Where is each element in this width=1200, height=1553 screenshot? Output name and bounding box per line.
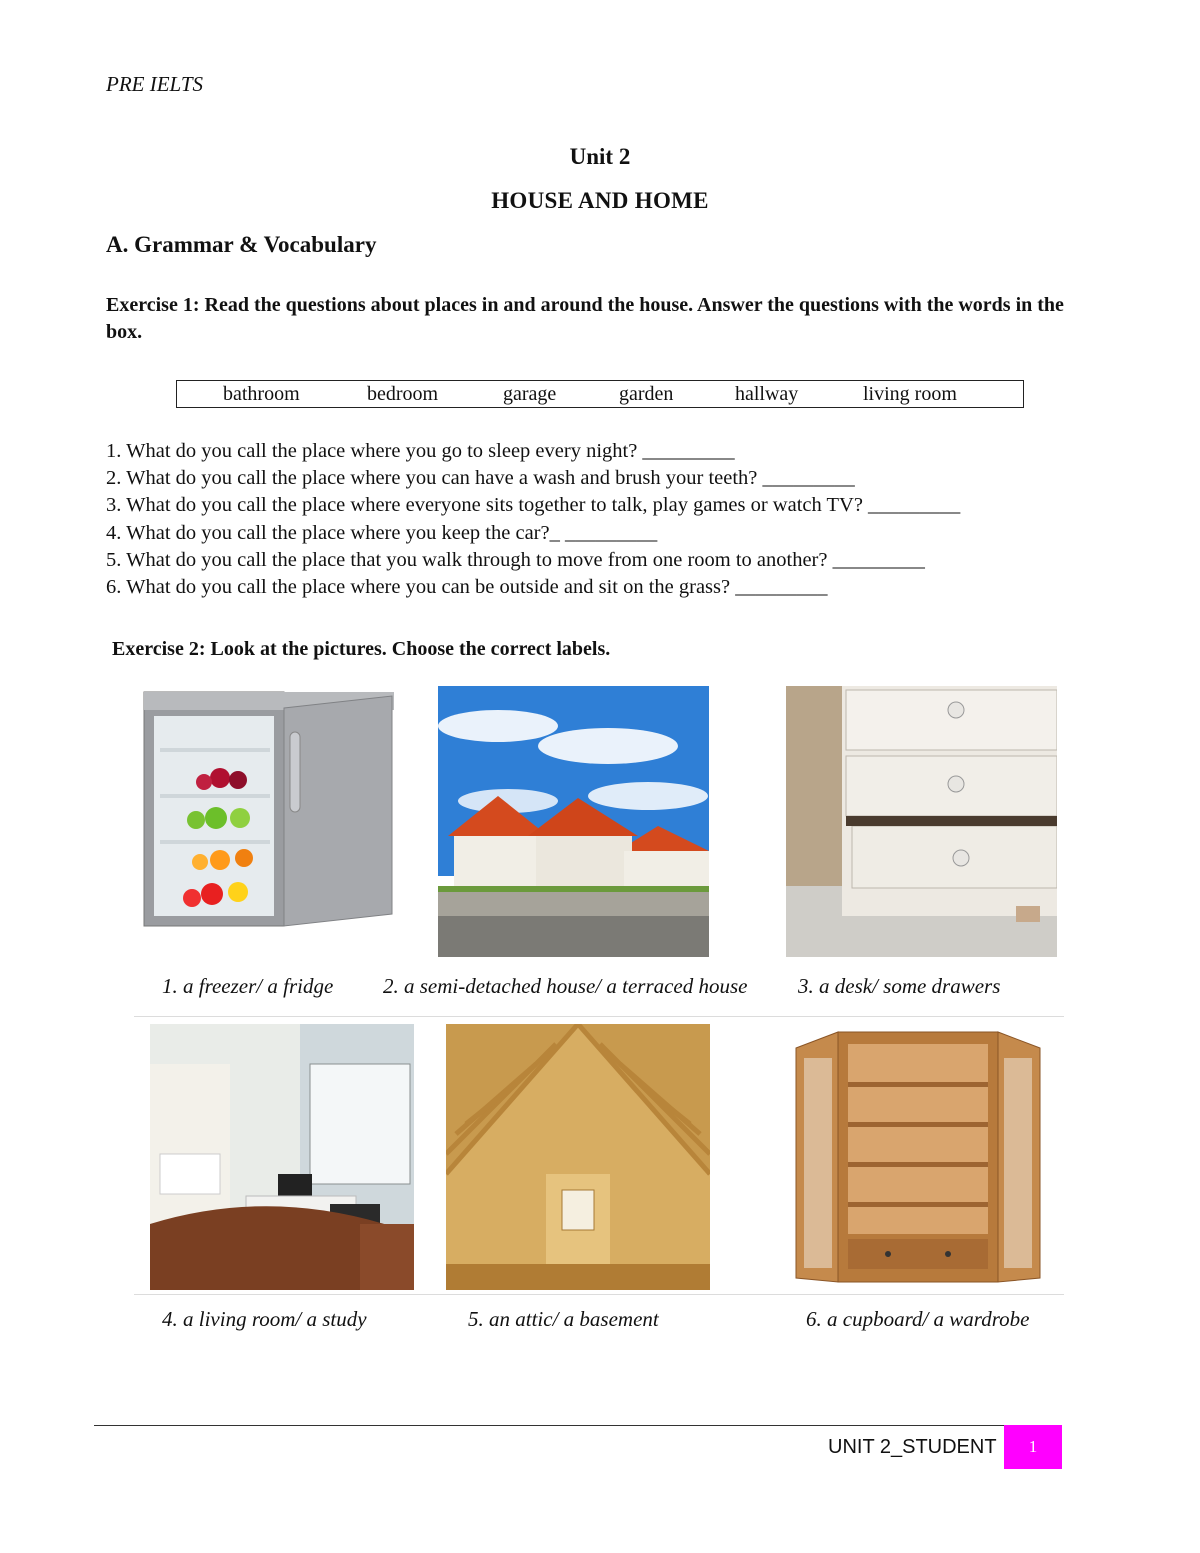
room-photo — [150, 1024, 414, 1290]
word-hallway: hallway — [735, 383, 799, 405]
word-garden: garden — [619, 383, 674, 405]
question-3: 3. What do you call the place where everyone sits together to talk, play games or watch TV? _________ — [106, 494, 961, 517]
cupboard-photo — [790, 1024, 1046, 1290]
word-bathroom: bathroom — [223, 383, 300, 405]
caption-4: 4. a living room/ a study — [162, 1307, 367, 1331]
attic-photo — [446, 1024, 710, 1290]
question-4: 4. What do you call the place where you keep the car?_ _________ — [106, 521, 658, 544]
caption-3: 3. a desk/ some drawers — [798, 974, 1001, 998]
houses-photo — [438, 686, 709, 957]
question-5: 5. What do you call the place that you walk through to move from one room to another? _________ — [106, 548, 925, 571]
drawers-photo — [786, 686, 1057, 957]
header-label: PRE IELTS — [106, 72, 203, 96]
question-2: 2. What do you call the place where you can have a wash and brush your teeth? _________ — [106, 467, 855, 490]
word-living-room: living room — [863, 383, 957, 405]
footer-text: UNIT 2_STUDENT — [828, 1436, 997, 1458]
word-garage: garage — [503, 383, 557, 405]
separator-2 — [134, 1294, 1064, 1295]
question-list — [106, 438, 960, 601]
exercise2-label: Exercise 2: — [112, 638, 206, 660]
unit-subtitle: HOUSE AND HOME — [491, 188, 709, 213]
question-6: 6. What do you call the place where you can be outside and sit on the grass? _________ — [106, 576, 828, 599]
separator-1 — [134, 1016, 1064, 1017]
word-bedroom: bedroom — [367, 383, 439, 405]
word-box — [176, 380, 1024, 408]
exercise1-text: Read the questions about places in and around the house. Answer the questions with the words in the box. — [106, 294, 1064, 343]
footer-rule — [94, 1425, 1062, 1426]
unit-title: Unit 2 — [569, 144, 631, 169]
exercise1-instruction — [106, 292, 1091, 346]
question-1: 1. What do you call the place where you go to sleep every night? _________ — [106, 440, 735, 462]
exercise2-instruction — [112, 638, 610, 661]
fridge-photo — [140, 688, 396, 932]
section-heading: A. Grammar & Vocabulary — [106, 232, 377, 257]
caption-2: 2. a semi-detached house/ a terraced house — [383, 974, 748, 998]
caption-1: 1. a freezer/ a fridge — [162, 974, 334, 998]
page-number-badge: 1 — [1004, 1425, 1062, 1469]
caption-5: 5. an attic/ a basement — [468, 1307, 659, 1331]
exercise1-label: Exercise 1: — [106, 294, 200, 316]
caption-6: 6. a cupboard/ a wardrobe — [806, 1307, 1030, 1331]
exercise2-text: Look at the pictures. Choose the correct labels. — [210, 638, 611, 660]
